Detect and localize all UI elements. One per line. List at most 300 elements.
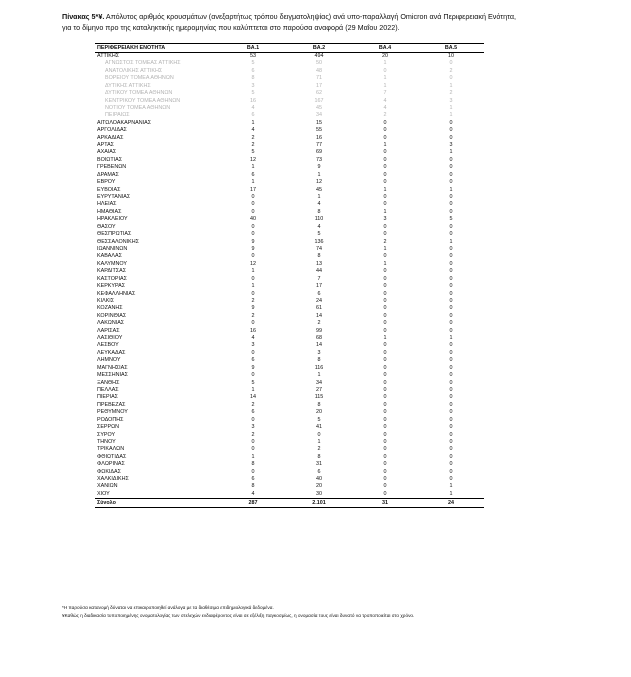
table-body xyxy=(95,53,484,508)
ba5-cell: 0 xyxy=(449,171,453,178)
ba1-cell: 0 xyxy=(251,372,255,379)
region-cell: ΠΕΛΛΑΣ xyxy=(97,386,119,393)
table-row xyxy=(95,98,484,105)
ba1-cell: 6 xyxy=(251,357,255,364)
table-row xyxy=(95,320,484,327)
region-cell: ΑΤΤΙΚΗΣ xyxy=(97,53,120,59)
ba2-cell: 69 xyxy=(316,149,322,156)
table-row xyxy=(95,239,484,246)
ba5-cell: 10 xyxy=(448,53,454,59)
ba4-cell: 0 xyxy=(383,357,387,364)
ba1-cell: 5 xyxy=(251,90,255,97)
ba2-cell: 61 xyxy=(316,305,322,312)
ba1-cell: 6 xyxy=(251,67,255,74)
caption-line-2: για το δίμηνο προ της καταληκτικής ημερομηνίας που καλύπτεται στο παρούσα αναφορά (29 Μαΐου 2022). xyxy=(62,22,400,32)
ba4-cell: 0 xyxy=(383,386,387,393)
ba1-cell: 0 xyxy=(251,223,255,230)
region-cell: ΠΡΕΒΕΖΑΣ xyxy=(97,401,126,408)
ba4-cell: 0 xyxy=(383,364,387,371)
ba2-cell: 16 xyxy=(316,134,322,141)
ba2-cell: 115 xyxy=(314,394,324,401)
region-cell: ΛΕΥΚΑΔΑΣ xyxy=(97,349,126,356)
table-row xyxy=(95,253,484,260)
ba2-cell: 8 xyxy=(317,253,321,260)
table-row xyxy=(95,432,484,439)
ba5-cell: 0 xyxy=(449,312,453,319)
ba4-cell: 0 xyxy=(383,231,387,238)
ba4-cell: 0 xyxy=(383,127,387,134)
ba5-cell: 0 xyxy=(449,431,453,438)
table-row xyxy=(95,372,484,379)
ba5-cell: 0 xyxy=(449,201,453,208)
table-row xyxy=(95,75,484,82)
region-cell: ΡΟΔΟΠΗΣ xyxy=(97,416,124,423)
ba5-cell: 0 xyxy=(449,127,453,134)
ba2-cell: 48 xyxy=(316,67,322,74)
ba1-cell: 4 xyxy=(251,335,255,342)
region-cell: ΗΛΕΙΑΣ xyxy=(97,201,117,208)
ba5-cell: 0 xyxy=(449,119,453,126)
region-cell: ΛΕΣΒΟΥ xyxy=(97,342,119,349)
region-cell: ΚΟΖΑΝΗΣ xyxy=(97,305,123,312)
ba4-cell: 0 xyxy=(383,149,387,156)
ba4-cell: 31 xyxy=(352,499,418,508)
footnotes xyxy=(62,604,414,620)
ba4-cell: 0 xyxy=(383,342,387,349)
ba1-cell: 0 xyxy=(251,320,255,327)
region-cell: ΛΑΚΩΝΙΑΣ xyxy=(97,320,125,327)
region-cell: ΠΕΙΡΑΙΩΣ xyxy=(105,112,130,119)
ba4-cell: 1 xyxy=(383,245,387,252)
ba4-cell: 0 xyxy=(383,275,387,282)
table-row xyxy=(95,194,484,201)
ba1-cell: 0 xyxy=(251,290,255,297)
region-cell: ΔΡΑΜΑΣ xyxy=(97,171,119,178)
ba5-cell: 0 xyxy=(449,327,453,334)
region-cell: ΘΕΣΠΡΩΤΙΑΣ xyxy=(97,231,132,238)
ba4-cell: 0 xyxy=(383,327,387,334)
table-row xyxy=(95,60,484,67)
ba5-cell: 0 xyxy=(449,357,453,364)
ba4-cell: 0 xyxy=(383,461,387,468)
table-row xyxy=(95,380,484,387)
table-row xyxy=(95,409,484,416)
region-cell: ΚΑΛΥΜΝΟΥ xyxy=(97,260,127,267)
ba4-cell: 0 xyxy=(383,409,387,416)
ba4-cell: 0 xyxy=(383,431,387,438)
total-row xyxy=(95,499,484,508)
table-row xyxy=(95,446,484,453)
ba1-cell: 6 xyxy=(251,171,255,178)
ba2-cell: 2 xyxy=(317,320,321,327)
table-row xyxy=(95,53,484,61)
table-row xyxy=(95,246,484,253)
table-row xyxy=(95,365,484,372)
ba4-cell: 0 xyxy=(383,401,387,408)
table-row xyxy=(95,135,484,142)
table-row xyxy=(95,68,484,75)
region-cell: ΑΡΚΑΔΙΑΣ xyxy=(97,134,124,141)
ba2-cell: 6 xyxy=(317,290,321,297)
region-cell: ΙΩΑΝΝΙΝΩΝ xyxy=(97,245,128,252)
header-ba4: ΒΑ.4 xyxy=(352,44,418,53)
ba2-cell: 30 xyxy=(316,490,322,497)
table-row xyxy=(95,209,484,216)
ba2-cell: 55 xyxy=(316,127,322,134)
table-row xyxy=(95,105,484,112)
ba2-cell: 12 xyxy=(316,179,322,186)
ba4-cell: 7 xyxy=(383,90,387,97)
ba5-cell: 1 xyxy=(449,335,453,342)
ba5-cell: 0 xyxy=(449,438,453,445)
ba4-cell: 2 xyxy=(383,238,387,245)
ba1-cell: 1 xyxy=(251,119,255,126)
ba2-cell: 1 xyxy=(317,438,321,445)
table-row xyxy=(95,127,484,134)
table-row xyxy=(95,112,484,119)
region-cell: ΛΑΣΙΘΙΟΥ xyxy=(97,335,123,342)
ba1-cell: 2 xyxy=(251,401,255,408)
footnote-2: ¥Καθώς η διαδικασία τυποποιημένης ονοματολογίας των στελεχών ενδιαφέροντος είναι σε εξέλιξη παγκοσμίως, η ονομασία τους είναι δυνατό να τροποποιείται στο χρόνο. xyxy=(62,613,415,618)
ba2-cell: 0 xyxy=(317,431,321,438)
ba1-cell: 5 xyxy=(251,379,255,386)
ba1-cell: 2 xyxy=(251,142,255,149)
ba2-cell: 14 xyxy=(316,312,322,319)
ba1-cell: 1 xyxy=(251,179,255,186)
table-row xyxy=(95,149,484,156)
ba2-cell: 45 xyxy=(316,186,322,193)
ba5-cell: 0 xyxy=(449,342,453,349)
ba1-cell: 3 xyxy=(251,82,255,89)
table-row xyxy=(95,157,484,164)
table-row xyxy=(95,268,484,275)
ba1-cell: 2 xyxy=(251,134,255,141)
region-cell: ΦΘΙΩΤΙΔΑΣ xyxy=(97,453,127,460)
ba5-cell: 0 xyxy=(449,305,453,312)
table-row xyxy=(95,261,484,268)
ba4-cell: 0 xyxy=(383,438,387,445)
ba1-cell: 0 xyxy=(251,275,255,282)
region-cell: ΛΑΡΙΣΑΣ xyxy=(97,327,120,334)
table-row xyxy=(95,491,484,499)
table-header-row xyxy=(95,44,484,53)
ba5-cell: 0 xyxy=(449,134,453,141)
ba5-cell: 0 xyxy=(449,394,453,401)
ba2-cell: 8 xyxy=(317,208,321,215)
ba5-cell: 3 xyxy=(449,97,453,104)
table-row xyxy=(95,483,484,490)
ba2-cell: 74 xyxy=(316,245,322,252)
ba2-cell: 2.101 xyxy=(286,499,352,508)
ba5-cell: 0 xyxy=(449,409,453,416)
ba2-cell: 8 xyxy=(317,357,321,364)
ba2-cell: 110 xyxy=(314,216,324,223)
table-row xyxy=(95,298,484,305)
ba1-cell: 5 xyxy=(251,60,255,67)
table-row xyxy=(95,216,484,223)
ba5-cell: 1 xyxy=(449,82,453,89)
ba2-cell: 77 xyxy=(316,142,322,149)
table-row xyxy=(95,201,484,208)
ba4-cell: 0 xyxy=(383,179,387,186)
ba2-cell: 68 xyxy=(316,335,322,342)
region-cell: ΚΕΦΑΛΛΗΝΙΑΣ xyxy=(97,290,136,297)
ba1-cell: 0 xyxy=(251,231,255,238)
region-cell: ΑΙΤΩΛΟΑΚΑΡΝΑΝΙΑΣ xyxy=(97,119,152,126)
region-cell: ΣΕΡΡΩΝ xyxy=(97,424,120,431)
region-cell: ΞΑΝΘΗΣ xyxy=(97,379,120,386)
region-cell: ΛΗΜΝΟΥ xyxy=(97,357,121,364)
ba4-cell: 0 xyxy=(383,119,387,126)
ba2-cell: 62 xyxy=(316,90,322,97)
ba1-cell: 1 xyxy=(251,453,255,460)
ba1-cell: 3 xyxy=(251,424,255,431)
omicron-subvariant-table xyxy=(95,43,484,508)
ba1-cell: 12 xyxy=(250,260,256,267)
table-row xyxy=(95,224,484,231)
ba5-cell: 0 xyxy=(449,416,453,423)
region-cell: Σύνολο xyxy=(95,499,220,508)
table-caption xyxy=(62,12,622,33)
ba4-cell: 0 xyxy=(383,268,387,275)
ba1-cell: 9 xyxy=(251,245,255,252)
ba5-cell: 0 xyxy=(449,401,453,408)
table-row xyxy=(95,276,484,283)
ba4-cell: 0 xyxy=(383,349,387,356)
ba2-cell: 3 xyxy=(317,349,321,356)
ba1-cell: 5 xyxy=(251,149,255,156)
region-cell: ΦΛΩΡΙΝΑΣ xyxy=(97,461,125,468)
ba2-cell: 9 xyxy=(317,164,321,171)
region-cell: ΠΙΕΡΙΑΣ xyxy=(97,394,119,401)
ba1-cell: 9 xyxy=(251,305,255,312)
ba4-cell: 0 xyxy=(383,483,387,490)
ba1-cell: 0 xyxy=(251,438,255,445)
ba5-cell: 0 xyxy=(449,320,453,327)
ba5-cell: 0 xyxy=(449,60,453,67)
region-cell: ΚΙΛΚΙΣ xyxy=(97,297,115,304)
ba4-cell: 1 xyxy=(383,186,387,193)
ba2-cell: 6 xyxy=(317,468,321,475)
ba2-cell: 136 xyxy=(314,238,324,245)
ba5-cell: 0 xyxy=(449,468,453,475)
table-row xyxy=(95,179,484,186)
ba4-cell: 0 xyxy=(383,490,387,497)
ba5-cell: 1 xyxy=(449,104,453,111)
region-cell: ΑΧΑΪΑΣ xyxy=(97,149,117,156)
region-cell: ΗΜΑΘΙΑΣ xyxy=(97,208,122,215)
region-cell: ΕΥΒΟΙΑΣ xyxy=(97,186,121,193)
ba2-cell: 8 xyxy=(317,401,321,408)
table-row xyxy=(95,164,484,171)
ba4-cell: 0 xyxy=(383,468,387,475)
ba1-cell: 17 xyxy=(250,186,256,193)
ba4-cell: 0 xyxy=(383,164,387,171)
ba1-cell: 1 xyxy=(251,268,255,275)
ba4-cell: 0 xyxy=(383,312,387,319)
ba5-cell: 0 xyxy=(449,461,453,468)
ba5-cell: 1 xyxy=(449,483,453,490)
ba1-cell: 0 xyxy=(251,349,255,356)
footnote-1: *Η παρούσα κατανομή δύναται να επικαιροποιηθεί ανάλογα με τα διαθέσιμα επιδημιολογικά δεδομένα. xyxy=(62,605,274,610)
region-cell: ΔΥΤΙΚΗΣ ΑΤΤΙΚΗΣ xyxy=(105,82,151,89)
table-row xyxy=(95,291,484,298)
ba1-cell: 8 xyxy=(251,75,255,82)
ba2-cell: 45 xyxy=(316,104,322,111)
ba1-cell: 6 xyxy=(251,112,255,119)
table-row xyxy=(95,305,484,312)
ba1-cell: 6 xyxy=(251,476,255,483)
region-cell: ΤΗΝΟΥ xyxy=(97,438,116,445)
ba4-cell: 3 xyxy=(383,216,387,223)
ba2-cell: 15 xyxy=(316,119,322,126)
ba5-cell: 0 xyxy=(449,386,453,393)
table-row xyxy=(95,350,484,357)
region-cell: ΘΕΣΣΑΛΟΝΙΚΗΣ xyxy=(97,238,139,245)
ba1-cell: 2 xyxy=(251,431,255,438)
ba1-cell: 8 xyxy=(251,483,255,490)
ba4-cell: 20 xyxy=(382,53,388,59)
ba4-cell: 0 xyxy=(383,171,387,178)
ba2-cell: 71 xyxy=(316,75,322,82)
caption-text: Απόλυτος αριθμός κρουσμάτων (ανεξαρτήτως τρόπου δειγματοληψίας) ανά υπο-παραλλαγή Omicron ανά Περιφερειακή Ενότητα, xyxy=(104,12,516,21)
ba4-cell: 0 xyxy=(383,320,387,327)
ba2-cell: 1 xyxy=(317,194,321,201)
ba4-cell: 0 xyxy=(383,379,387,386)
ba2-cell: 17 xyxy=(316,82,322,89)
region-cell: ΚΑΣΤΟΡΙΑΣ xyxy=(97,275,127,282)
ba5-cell: 0 xyxy=(449,260,453,267)
ba4-cell: 1 xyxy=(383,142,387,149)
ba4-cell: 1 xyxy=(383,208,387,215)
ba2-cell: 34 xyxy=(316,112,322,119)
ba4-cell: 1 xyxy=(383,260,387,267)
ba2-cell: 494 xyxy=(314,53,324,59)
header-ba2: ΒΑ.2 xyxy=(286,44,352,53)
ba5-cell: 0 xyxy=(449,372,453,379)
region-cell: ΚΑΒΑΛΑΣ xyxy=(97,253,122,260)
table-row xyxy=(95,454,484,461)
table-row xyxy=(95,461,484,468)
ba1-cell: 40 xyxy=(250,216,256,223)
ba5-cell: 0 xyxy=(449,424,453,431)
ba2-cell: 31 xyxy=(316,461,322,468)
ba1-cell: 287 xyxy=(220,499,286,508)
table-row xyxy=(95,476,484,483)
ba1-cell: 3 xyxy=(251,342,255,349)
ba5-cell: 24 xyxy=(418,499,484,508)
table-row xyxy=(95,328,484,335)
table-row xyxy=(95,402,484,409)
ba2-cell: 44 xyxy=(316,268,322,275)
ba1-cell: 1 xyxy=(251,386,255,393)
ba1-cell: 0 xyxy=(251,253,255,260)
ba4-cell: 1 xyxy=(383,75,387,82)
ba5-cell: 0 xyxy=(449,253,453,260)
table-row xyxy=(95,439,484,446)
ba2-cell: 73 xyxy=(316,156,322,163)
ba5-cell: 0 xyxy=(449,476,453,483)
ba4-cell: 0 xyxy=(383,134,387,141)
region-cell: ΑΡΤΑΣ xyxy=(97,142,115,149)
ba4-cell: 0 xyxy=(383,416,387,423)
region-cell: ΝΟΤΙΟΥ ΤΟΜΕΑ ΑΘΗΝΩΝ xyxy=(105,104,171,111)
ba2-cell: 27 xyxy=(316,386,322,393)
ba4-cell: 0 xyxy=(383,424,387,431)
ba2-cell: 20 xyxy=(316,409,322,416)
region-cell: ΔΥΤΙΚΟΥ ΤΟΜΕΑ ΑΘΗΝΩΝ xyxy=(105,90,173,97)
ba1-cell: 0 xyxy=(251,201,255,208)
ba4-cell: 0 xyxy=(383,201,387,208)
table-row xyxy=(95,394,484,401)
region-cell: ΒΟΡΕΙΟΥ ΤΟΜΕΑ ΑΘΗΝΩΝ xyxy=(105,75,174,82)
ba5-cell: 0 xyxy=(449,446,453,453)
ba5-cell: 0 xyxy=(449,364,453,371)
ba2-cell: 8 xyxy=(317,453,321,460)
ba4-cell: 0 xyxy=(383,476,387,483)
ba1-cell: 0 xyxy=(251,446,255,453)
ba5-cell: 0 xyxy=(449,208,453,215)
ba4-cell: 0 xyxy=(383,67,387,74)
region-cell: ΧΑΛΚΙΔΙΚΗΣ xyxy=(97,476,129,483)
ba4-cell: 4 xyxy=(383,97,387,104)
ba5-cell: 0 xyxy=(449,379,453,386)
ba5-cell: 5 xyxy=(449,216,453,223)
ba5-cell: 0 xyxy=(449,245,453,252)
ba2-cell: 34 xyxy=(316,379,322,386)
ba2-cell: 20 xyxy=(316,483,322,490)
ba1-cell: 2 xyxy=(251,312,255,319)
ba5-cell: 0 xyxy=(449,275,453,282)
region-cell: ΜΕΣΣΗΝΙΑΣ xyxy=(97,372,128,379)
ba5-cell: 0 xyxy=(449,453,453,460)
ba4-cell: 0 xyxy=(383,394,387,401)
ba2-cell: 116 xyxy=(314,364,324,371)
ba4-cell: 0 xyxy=(383,156,387,163)
ba5-cell: 0 xyxy=(449,164,453,171)
ba5-cell: 0 xyxy=(449,179,453,186)
ba2-cell: 5 xyxy=(317,416,321,423)
region-cell: ΑΡΓΟΛΙΔΑΣ xyxy=(97,127,127,134)
ba1-cell: 12 xyxy=(250,156,256,163)
region-cell: ΜΑΓΝΗΣΙΑΣ xyxy=(97,364,128,371)
ba2-cell: 4 xyxy=(317,201,321,208)
ba4-cell: 0 xyxy=(383,253,387,260)
region-cell: ΚΕΝΤΡΙΚΟΥ ΤΟΜΕΑ ΑΘΗΝΩΝ xyxy=(105,97,181,104)
ba4-cell: 0 xyxy=(383,372,387,379)
ba4-cell: 0 xyxy=(383,223,387,230)
table-row xyxy=(95,342,484,349)
table-row xyxy=(95,469,484,476)
region-cell: ΡΕΘΥΜΝΟΥ xyxy=(97,409,128,416)
ba4-cell: 1 xyxy=(383,60,387,67)
ba2-cell: 1 xyxy=(317,171,321,178)
ba1-cell: 9 xyxy=(251,238,255,245)
region-cell: ΒΟΙΩΤΙΑΣ xyxy=(97,156,123,163)
region-cell: ΣΥΡΟΥ xyxy=(97,431,116,438)
table-row xyxy=(95,90,484,97)
ba5-cell: 1 xyxy=(449,186,453,193)
caption-label: Πίνακας 5*¥. xyxy=(62,12,105,21)
table-row xyxy=(95,231,484,238)
ba5-cell: 2 xyxy=(449,90,453,97)
ba1-cell: 0 xyxy=(251,208,255,215)
ba1-cell: 16 xyxy=(250,97,256,104)
table-row xyxy=(95,83,484,90)
ba2-cell: 17 xyxy=(316,283,322,290)
ba5-cell: 0 xyxy=(449,194,453,201)
ba1-cell: 0 xyxy=(251,416,255,423)
